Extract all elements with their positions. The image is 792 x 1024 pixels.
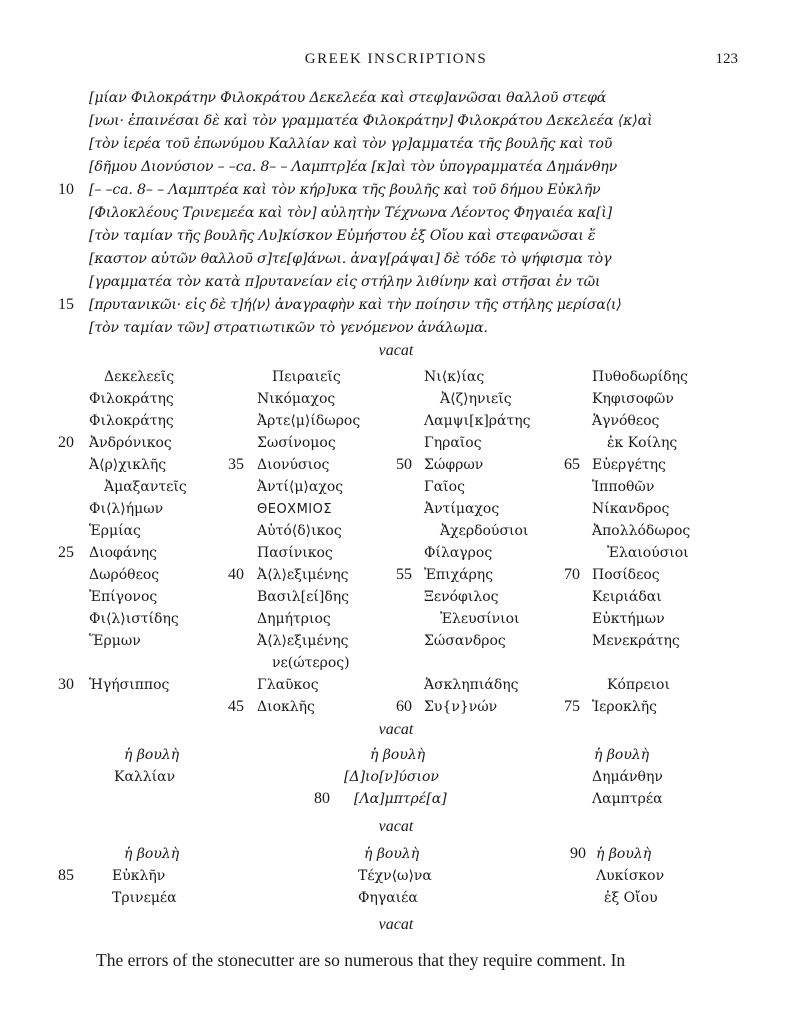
name-entry: Γλαῦκος <box>257 677 319 693</box>
line-number: 75 <box>564 698 580 715</box>
line-number: 35 <box>228 456 244 473</box>
crown-heading: ἡ βουλὴ <box>364 846 420 862</box>
name-entry: Συ{ν}νών <box>424 699 498 715</box>
decree-line: [νωι· ἐπαινέσαι δὲ καὶ τὸν γραμματέα Φιλοκράτην] Φιλοκράτου Δεκελεέα ⟨κ⟩αὶ <box>89 113 653 129</box>
decree-line: [δῆμου Διονύσιον – –ca. 8– – Λαμπτρ]έα [κ]αὶ τὸν ὑπογραμματέα Δημάνθην <box>89 159 618 175</box>
running-head-title: GREEK INSCRIPTIONS <box>304 51 488 67</box>
decree-line: [– –ca. 8– – Λαμπτρέα καὶ τὸν κήρ]υκα τῆς βουλῆς καὶ τοῦ δήμου Εὐκλῆν <box>89 182 601 198</box>
line-number: 15 <box>58 296 74 313</box>
line-number: 25 <box>58 544 74 561</box>
crown-name: Δημάνθην <box>592 769 663 785</box>
name-entry: Ἱπποθῶν <box>592 479 655 495</box>
crown-name: [Λα]μπτρέ[α] <box>354 791 447 807</box>
crown-heading: ἡ βουλὴ <box>370 747 426 763</box>
line-number: 50 <box>396 456 412 473</box>
name-entry: Ἐπίγονος <box>89 589 158 605</box>
line-number: 90 <box>570 845 586 862</box>
vacat-note: vacat <box>378 818 414 835</box>
crown-heading: ἡ βουλὴ <box>596 846 652 862</box>
name-entry: Εὐκτήμων <box>592 611 665 627</box>
name-entry: Νίκανδρος <box>592 501 670 517</box>
crown-name: Λυκίσκον <box>596 868 665 884</box>
name-entry: Κειριάδαι <box>592 589 662 605</box>
crown-name: Τέχν⟨ω⟩να <box>358 868 432 884</box>
name-entry: Μενεκράτης <box>592 633 680 649</box>
name-entry: Ἀ⟨λ⟩εξιμένης <box>257 633 349 649</box>
name-entry: Φιλοκράτης <box>89 391 174 407</box>
name-entry: Αὐτό⟨δ⟩ικος <box>257 523 342 539</box>
name-entry: Νικόμαχος <box>257 391 336 407</box>
name-entry: Βασιλ[εί]δης <box>257 589 349 605</box>
name-entry: Πυθοδωρίδης <box>592 369 688 385</box>
name-entry: Σώφρων <box>424 457 484 473</box>
line-number: 80 <box>314 790 330 807</box>
name-entry: νε(ώτερος) <box>272 655 350 671</box>
vacat-note: vacat <box>378 916 414 933</box>
name-entry: Πασίνικος <box>257 545 333 561</box>
name-entry: Σώσανδρος <box>424 633 506 649</box>
name-entry-capitals: ΘΕΟΧΜΙΟΣ <box>257 502 333 517</box>
crown-name: Καλλίαν <box>114 769 176 785</box>
name-entry: Διονύσιος <box>257 457 330 473</box>
name-entry: Ἀσκληπιάδης <box>424 677 519 693</box>
crown-name: [Δ]ιο[ν]ύσιον <box>344 769 439 785</box>
decree-line: [τὸν ταμίαν τῆς βουλῆς Λυ]κίσκον Εὐμήστου ἐξ Οἴου καὶ στεφανῶσαι ἕ <box>89 228 596 244</box>
name-entry: Ἐλευσίνιοι <box>440 611 520 627</box>
name-entry: Ἡγήσιππος <box>89 677 170 693</box>
line-number: 30 <box>58 676 74 693</box>
decree-line: [καστον αὐτῶν θαλλοῦ σ]τε[φ]άνωι. ἀναγ[ράψαι] δὲ τόδε τὸ ψήφισμα τὸγ <box>89 251 612 267</box>
name-entry: Δωρόθεος <box>89 567 160 583</box>
name-entry: Διοκλῆς <box>257 699 315 715</box>
name-entry: Ἀμαξαντεῖς <box>104 479 187 495</box>
vacat-note: vacat <box>378 721 414 738</box>
decree-line: [τὸν ἱερέα τοῦ ἐπωνύμου Καλλίαν καὶ τὸν γρ]αμματέα τῆς βουλῆς καὶ τοῦ <box>89 136 613 152</box>
crown-heading: ἡ βουλὴ <box>124 846 180 862</box>
name-entry: Φίλαγρος <box>424 545 493 561</box>
name-entry: Ποσίδεος <box>592 567 660 583</box>
name-entry: Γαῖος <box>424 479 465 495</box>
name-entry: Ἀντί⟨μ⟩αχος <box>257 479 344 495</box>
name-entry: Πειραιεῖς <box>272 369 341 385</box>
name-entry: Εὐεργέτης <box>592 457 666 473</box>
name-entry: Γηραῖος <box>424 435 482 451</box>
name-entry: Ἑρμίας <box>89 523 141 539</box>
crown-heading: ἡ βουλὴ <box>594 747 650 763</box>
name-entry: Φι⟨λ⟩ιστίδης <box>89 611 179 627</box>
name-entry: Ἀνδρόνικος <box>89 435 172 451</box>
line-number: 65 <box>564 456 580 473</box>
name-entry: Λαμψι[κ]ράτης <box>424 413 531 429</box>
name-entry: Ἀρτε⟨μ⟩ίδωρος <box>257 413 361 429</box>
name-entry: Ἱεροκλῆς <box>592 699 657 715</box>
line-number: 45 <box>228 698 244 715</box>
crown-name: ἐξ Οἴου <box>604 890 658 906</box>
crown-name: Λαμπτρέα <box>592 791 663 807</box>
name-entry: Δημήτριος <box>257 611 331 627</box>
crown-name: Εὐκλῆν <box>112 868 166 884</box>
crown-name: Φηγαιέα <box>358 890 418 906</box>
page-number: 123 <box>715 51 738 67</box>
name-entry: Φιλοκράτης <box>89 413 174 429</box>
line-number: 85 <box>58 867 74 884</box>
decree-line: [πρυτανικῶι· εἰς δὲ τ]ή⟨ν⟩ ἀναγραφὴν καὶ τὴν ποίησιν τῆς στήλης μερίσα⟨ι⟩ <box>89 297 622 313</box>
name-entry: Ἀχερδούσιοι <box>440 523 529 539</box>
name-entry: Δεκελεεῖς <box>104 369 175 385</box>
name-entry: Φι⟨λ⟩ήμων <box>89 501 164 517</box>
name-entry: Ἀ⟨λ⟩εξιμένης <box>257 567 349 583</box>
name-entry: Ξενόφιλος <box>424 589 499 605</box>
line-number: 10 <box>58 181 74 198</box>
crown-name: Τρινεμέα <box>112 890 177 906</box>
name-entry: Διοφάνης <box>89 545 158 561</box>
name-entry: Κηφισοφῶν <box>592 391 674 407</box>
commentary-paragraph: The errors of the stonecutter are so numerous that they require comment. In <box>96 950 626 970</box>
name-entry: Ἐλαιούσιοι <box>607 545 689 561</box>
name-entry: Ἀντίμαχος <box>424 501 500 517</box>
name-entry: Ἀ⟨ζ⟩ηνιεῖς <box>440 391 512 407</box>
name-entry: Σωσίνομος <box>257 435 336 451</box>
crown-heading: ἡ βουλὴ <box>124 747 180 763</box>
vacat-note: vacat <box>378 342 414 359</box>
name-entry: Ἕρμων <box>89 633 141 649</box>
line-number: 60 <box>396 698 412 715</box>
name-entry: Νι⟨κ⟩ίας <box>424 369 485 385</box>
name-entry: Ἀ⟨ρ⟩χικλῆς <box>89 457 167 473</box>
line-number: 40 <box>228 566 244 583</box>
decree-line: [τὸν ταμίαν τῶν] στρατιωτικῶν τὸ γενόμενον ἀνάλωμα. <box>89 320 488 336</box>
name-entry: Ἐπιχάρης <box>424 567 494 583</box>
line-number: 55 <box>396 566 412 583</box>
line-number: 20 <box>58 434 74 451</box>
decree-line: [Φιλοκλέους Τρινεμεέα καὶ τὸν] αὐλητὴν Τέχνωνα Λέοντος Φηγαιέα κα[ὶ] <box>89 205 612 221</box>
decree-line: [γραμματέα τὸν κατὰ π]ρυτανείαν εἰς στήλην λιθίνην καὶ στῆσαι ἐν τῶι <box>89 274 601 290</box>
decree-line: [μίαν Φιλοκράτην Φιλοκράτου Δεκελεέα καὶ στεφ]ανῶσαι θαλλοῦ στεφά <box>89 90 607 106</box>
name-entry: ἐκ Κοίλης <box>607 435 678 451</box>
name-entry: Ἀπολλόδωρος <box>592 523 691 539</box>
line-number: 70 <box>564 566 580 583</box>
name-entry: Ἁγνόθεος <box>592 413 660 429</box>
name-entry: Κόπρειοι <box>607 677 670 693</box>
